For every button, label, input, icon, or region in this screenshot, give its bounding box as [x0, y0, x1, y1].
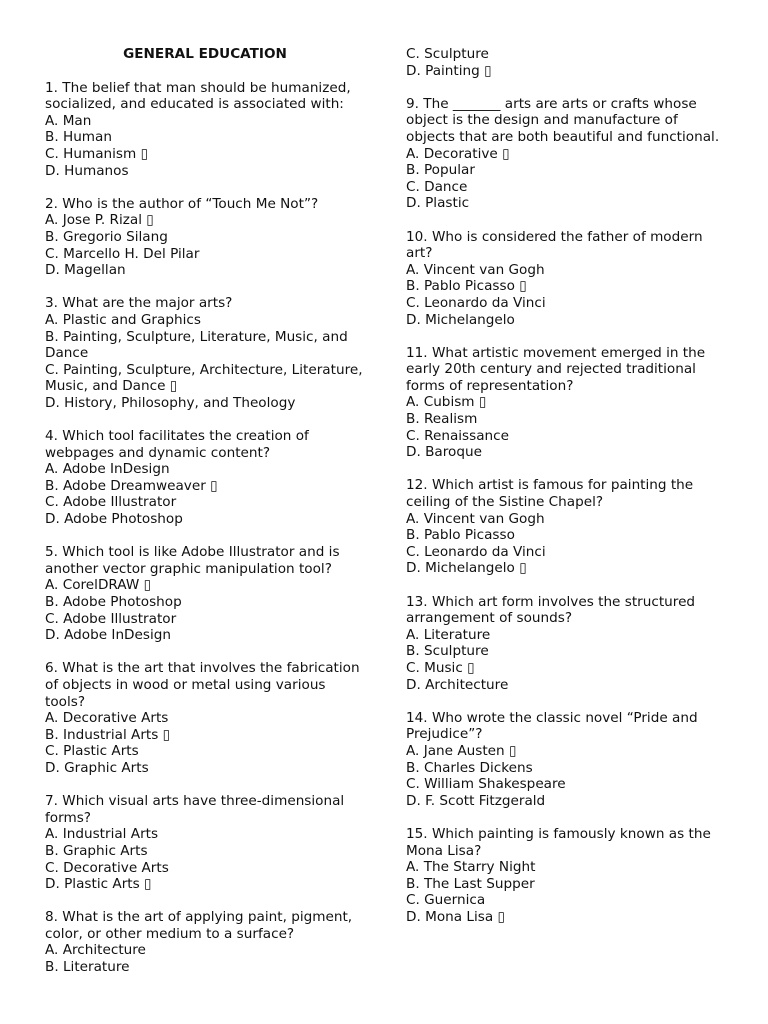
answer-option: C. Dance: [406, 178, 468, 195]
question: [45, 80, 365, 180]
answer-option: A. Architecture: [45, 942, 146, 959]
answer-option: C. Renaissance: [406, 427, 510, 444]
answer-option: D. Painting ▯: [406, 62, 492, 79]
answer-option: A. Cubism ▯: [406, 394, 487, 411]
answer-option: D. Architecture: [406, 676, 509, 693]
answer-option: A. Decorative ▯: [406, 145, 510, 162]
answer-option: B. Adobe Dreamweaver ▯: [45, 477, 218, 494]
answer-option: C. Humanism ▯: [45, 145, 149, 162]
answer-option: A. Industrial Arts: [45, 826, 159, 843]
answer-option: C. Painting, Sculpture, Architecture, Literature, Music, and Dance ▯: [45, 361, 363, 395]
question: [45, 196, 365, 279]
question-text: 12. Which artist is famous for painting the ceiling of the Sistine Chapel?: [406, 477, 694, 511]
answer-option: B. The Last Supper: [406, 875, 535, 892]
answer-option: D. Mona Lisa ▯: [406, 908, 505, 925]
answer-option: D. Baroque: [406, 444, 482, 461]
answer-option: D. Magellan: [45, 262, 126, 279]
answer-option: B. Adobe Photoshop: [45, 594, 182, 610]
question-text: 10. Who is considered the father of modern art?: [406, 228, 703, 262]
answer-option: C. Decorative Arts: [45, 859, 169, 876]
answer-option: B. Realism: [406, 411, 478, 428]
answer-option: C. William Shakespeare: [406, 776, 566, 793]
question: [45, 660, 365, 776]
question: [45, 793, 365, 893]
question-text: 4. Which tool facilitates the creation of webpages and dynamic content?: [45, 428, 309, 461]
answer-option: C. Adobe Illustrator: [45, 494, 177, 511]
answer-option: B. Charles Dickens: [406, 759, 533, 776]
question-text: 6. What is the art that involves the fabrication of objects in wood or metal using various tools?: [45, 660, 360, 710]
answer-option: B. Painting, Sculpture, Literature, Music, and Dance: [45, 328, 348, 362]
answer-option: A. Adobe InDesign: [45, 461, 170, 478]
answer-option: A. Jane Austen ▯: [406, 742, 517, 759]
question-text: 8. What is the art of applying paint, pigment, color, or other medium to a surface?: [45, 909, 353, 942]
question-text: 5. Which tool is like Adobe Illustrator and is another vector graphic manipulation tool?: [45, 544, 340, 577]
answer-option: D. Humanos: [45, 162, 129, 179]
answer-option: B. Graphic Arts: [45, 842, 148, 859]
right-question-list: [406, 96, 726, 926]
answer-option: D. History, Philosophy, and Theology: [45, 394, 296, 411]
question-text: 15. Which painting is famously known as the Mona Lisa?: [406, 825, 711, 859]
question-text: 9. The _______ arts are arts or crafts whose object is the design and manufacture of objects that are both beautiful and functional.: [406, 95, 720, 145]
answer-option: A. Plastic and Graphics: [45, 311, 201, 328]
answer-option: A. Decorative Arts: [45, 710, 169, 727]
answer-option: D. Adobe InDesign: [45, 627, 171, 644]
question-text: 3. What are the major arts?: [45, 295, 233, 312]
question-text: 2. Who is the author of “Touch Me Not”?: [45, 195, 319, 212]
answer-option: B. Literature: [45, 959, 130, 976]
answer-option: B. Human: [45, 129, 112, 146]
answer-option: B. Gregorio Silang: [45, 228, 168, 245]
answer-option: C. Guernica: [406, 892, 486, 909]
answer-option: A. Literature: [406, 626, 491, 643]
answer-option: B. Popular: [406, 162, 475, 179]
answer-option: D. Plastic: [406, 195, 470, 212]
answer-option: D. Plastic Arts ▯: [45, 876, 152, 893]
question: [406, 710, 726, 810]
answer-option: A. The Starry Night: [406, 859, 536, 876]
question: [406, 594, 726, 694]
question: [406, 826, 726, 926]
answer-option: A. CorelDRAW ▯: [45, 577, 152, 594]
question: [45, 909, 365, 975]
left-column: [45, 46, 365, 992]
answer-option: B. Pablo Picasso ▯: [406, 278, 527, 295]
answer-option: D. Adobe Photoshop: [45, 511, 183, 528]
answer-option: C. Sculpture: [406, 46, 489, 62]
answer-option: B. Pablo Picasso: [406, 527, 515, 544]
answer-option: C. Leonardo da Vinci: [406, 294, 546, 311]
answer-option: A. Vincent van Gogh: [406, 510, 545, 527]
question-text: 11. What artistic movement emerged in the early 20th century and rejected traditional forms of representation?: [406, 344, 706, 394]
right-column: [406, 46, 726, 942]
answer-option: B. Industrial Arts ▯: [45, 726, 171, 743]
answer-option: D. F. Scott Fitzgerald: [406, 792, 546, 809]
question: [406, 477, 726, 577]
answer-option: C. Adobe Illustrator: [45, 610, 177, 627]
question-text: 14. Who wrote the classic novel “Pride and Prejudice”?: [406, 709, 698, 743]
answer-option: A. Jose P. Rizal ▯: [45, 212, 154, 229]
question: [406, 96, 726, 212]
answer-option: C. Leonardo da Vinci: [406, 543, 546, 560]
question-text: 13. Which art form involves the structured arrangement of sounds?: [406, 593, 696, 627]
answer-option: D. Michelangelo: [406, 311, 515, 328]
answer-option: D. Michelangelo ▯: [406, 560, 527, 577]
question: [406, 345, 726, 461]
question: [45, 544, 365, 644]
answer-option: C. Plastic Arts: [45, 743, 139, 760]
answer-option: D. Graphic Arts: [45, 759, 149, 776]
question-text: 1. The belief that man should be humanized, socialized, and educated is associated with:: [45, 79, 351, 113]
continued-options: [406, 46, 726, 79]
page-title: GENERAL EDUCATION: [123, 46, 287, 62]
answer-option: A. Vincent van Gogh: [406, 261, 545, 278]
answer-option: B. Sculpture: [406, 643, 489, 660]
question-text: 7. Which visual arts have three-dimensional forms?: [45, 793, 345, 826]
question: [45, 428, 365, 528]
left-question-list: [45, 80, 365, 976]
question: [406, 229, 726, 329]
answer-option: C. Marcello H. Del Pilar: [45, 245, 200, 262]
question: [45, 295, 365, 411]
answer-option: C. Music ▯: [406, 659, 475, 676]
answer-option: A. Man: [45, 112, 92, 129]
